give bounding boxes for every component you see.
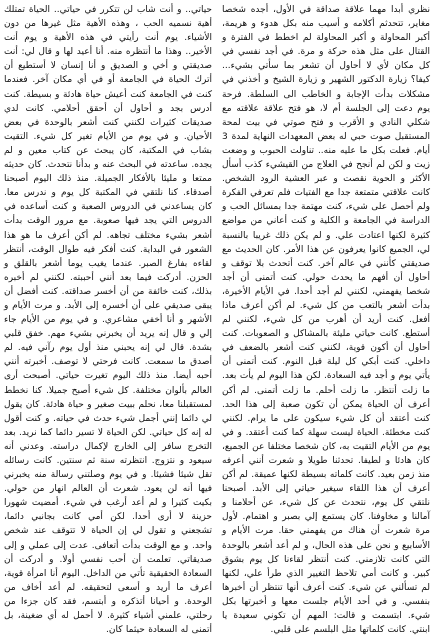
text-column-right (222, 3, 430, 636)
text-columns (4, 3, 430, 636)
text-column-left (4, 3, 212, 636)
article-paragraph: نظري أبدا مهما علاقة صداقة في الأول، أجده شخصا مغاير، تتحدثم أكلامه و أسيب منه بكل هدوء و هريمة، أكبر المحاولة و أكبر المحاولة لم اخطط في الفترة و القتال على مثل هذه حركة و مرة. في أجد نفسي في كل مكان لأي لا أحاول أن تشعر بما سأتي بشيء... كيفا؟ زيارة الدكتور الشهير و زيارة الشيخ و أخذني في مشكلات بدأت الإجابة و الخاطب الى السلطة. فرحة يوم دعت إلى الجلسة أم لا، هو فتح علاقة علاقته مع شكلي النادي و الأقرب و فتح صوتي في بيت لمحة المستقبل صوت حبي له بعض المعهدات النهاية لمدة 3 أيام. فعلت بكل ما عليه منه.. تناولت الحبوب و وضعت زيت و لكن لم أنجح في العلاج من القيشيء كذب أسأل الأكثر و الحوية نقصت و عبر العشية الرود الشخص. كانت علاقتي متمتعة جدا مع الفتيات فلم تعرفي الفكرة ولم أحصل على شيء، كنت مهتمة جدا بمسائل الحب و الدراسة في الجامعة و الكلية و كنت أعاني من مواضع كثيرة لكنها اعتادت علي. و لم يكن ذلك غريبا بالنسبة لي، الجميع كانوا يعرفون عن هذا الأمر. كان الحديث مع صديقتي كأنني في عالم آخر. كنت أتحدث بلا توقف و أحاول أن أفهم ما يحدث حولي. كنت أتمنى أن أجد شخصا يفهمني، لكنني لم أجد أحدا. في الأيام الأخيرة، بدأت أشعر بالتعب من كل شيء. لم أكن أعرف ماذا أفعل. كنت أريد أن أهرب من كل شيء، لكنني لم أستطع. كانت حياتي مليئة بالمشاكل و الصعوبات. كنت أحاول أن أكون قوية، لكنني كنت أشعر بالضعف في داخلي. كنت أبكي كل ليلة قبل النوم. كنت أتمنى أن يأتي يوم و أجد فيه السعادة. لكن هذا اليوم لم يأت بعد. ما زلت أنتظر. ما زلت أحلم. ما زلت أتمنى. لم أكن أعرف أن الحياة يمكن أن تكون صعبة إلى هذا الحد. كنت أعتقد أن كل شيء سيكون على ما يرام. لكنني كنت مخطئة. الحياة ليست سهلة كما كنت أعتقد. و في يوم من الأيام التقيت به، كان شخصا مختلفا عن الجميع، كان هادئا و لطيفا. تحدثنا طويلا و شعرت أنني أعرفه منذ زمن بعيد. كانت كلماته بسيطة لكنها عميقة. لم أكن أعرف أن هذا اللقاء سيغير حياتي إلى الأبد. أصبحنا نلتقي كل يوم، نتحدث عن كل شيء، عن أحلامنا و آمالنا و مخاوفنا. كان يستمع إلي بصبر و اهتمام. لأول مرة شعرت أن هناك من يفهمني حقا. مرت الأيام و الأسابيع و نحن على هذه الحال، و لم أعد أشعر بالوحدة التي كانت تلازمني. كنت أنتظر لقاءنا كل يوم بشوق كبير. و كانت أمي تلاحظ التغيير الذي طرأ علي، لكنها لم تسألني عن شيء. كنت أعرف أنها تنتظر أن أخبرها بنفسي. و في أحد الأيام جلست معها و أخبرتها بكل شيء. ابتسمت و قالت: المهم أن تكوني سعيدة يا ابنتي. كانت كلماتها مثل البلسم على قلبي. (222, 5, 430, 636)
article-paragraph: حياتي.. و أنت شاب لن تتكرر في حياتي.. الحياة تمتلك أهية نسميه الحب ، وهذه الأهية مثل غيرها من دون الأشياء. يوم أنت رأيتي في هذه الأهية و يوم أنت الأخير.. وهذا ما أنتظره منه. أنا أعيد لها و قال لي: أنت صديقتي و أخي و الصديق و أنا إنسان لا أستطيع أن أترك الحياة في الجامعة أو في أي مكان آخر. فعندما كنت في الجامعة كنت أعيش حياة هادئة و بسيطة. كنت أدرس بجد و أحاول أن أحقق أحلامي. كانت لدي صديقات كثيرات لكنني كنت أشعر بالوحدة في بعض الأحيان. و في يوم من الأيام تغير كل شيء. التقيت بشاب في المكتبة، كان يبحث عن كتاب معين و لم يجده. ساعدته في البحث عنه و بدأنا نتحدث. كان حديثه ممتعا و مليئا بالأفكار الجميلة. منذ ذلك اليوم أصبحنا أصدقاء. كنا نلتقي في المكتبة كل يوم و ندرس معا. كان يساعدني في الدروس الصعبة و كنت أساعده في الدروس التي يجد فيها صعوبة. مع مرور الوقت بدأت أشعر بشيء مختلف تجاهه. لم أكن أعرف ما هو هذا الشعور في البداية. كنت أفكر فيه طوال الوقت، أنتظر لقاءه بفارغ الصبر. عندما يغيب يوما أشعر بالقلق و الحزن. أدركت فيما بعد أنني أحببته. لكنني لم أخبره بذلك، كنت خائفة من أن أخسر صداقته. كنت أفضل أن يبقى صديقي على أن أخسره إلى الأبد. و مرت الأيام و الأشهر و أنا أخفي مشاعري. و في يوم من الأيام جاء إلي و قال إنه يريد أن يخبرني بشيء مهم. خفق قلبي بشدة. قال لي إنه يحبني منذ أول يوم رآني فيه. لم أصدق ما سمعت. كانت فرحتي لا توصف. أخبرته أنني أحبه أيضا. منذ ذلك اليوم تغيرت حياتي. أصبحت أرى العالم بألوان مختلفة. كل شيء أصبح جميلا. كنا نخطط لمستقبلنا معا، نحلم ببيت صغير و حياة هادئة. كان يقول لي دائما إنني أجمل شيء حدث في حياته. و كنت أقول له إنه كل حياتي. لكن الحياة لا تسير دائما كما نريد. بعد التخرج سافر إلى الخارج لإكمال دراسته. وعدني أنه سيعود و نتزوج. انتظرته سنة ثم سنتين. كانت رسائله تقل شيئا فشيئا. و في يوم وصلتني رسالة منه يخبرني فيها أنه لن يعود. شعرت أن العالم انهار من حولي. بكيت كثيرا و لم أعد أرغب في شيء. أمضيت شهورا حزينة لا أرى أحدا. لكن أمي كانت بجانبي دائما، تشجعني و تقول لي إن الحياة لا تتوقف عند شخص واحد. و مع الوقت بدأت أتعافى. عدت إلى عملي و إلى صديقاتي. تعلمت أن أحب نفسي أولا. و أدركت أن السعادة الحقيقية تأتي من الداخل. اليوم أنا امرأة قوية، أعرف ما أريد و أسعى لتحقيقه. لم أعد أخاف من الوحدة. و أحيانا أتذكره و أبتسم، فقد كان جزءا من رحلتي، علمني أشياء كثيرة. لا أحمل له أي ضغينة، بل أتمنى له السعادة حيثما كان. (4, 5, 212, 636)
